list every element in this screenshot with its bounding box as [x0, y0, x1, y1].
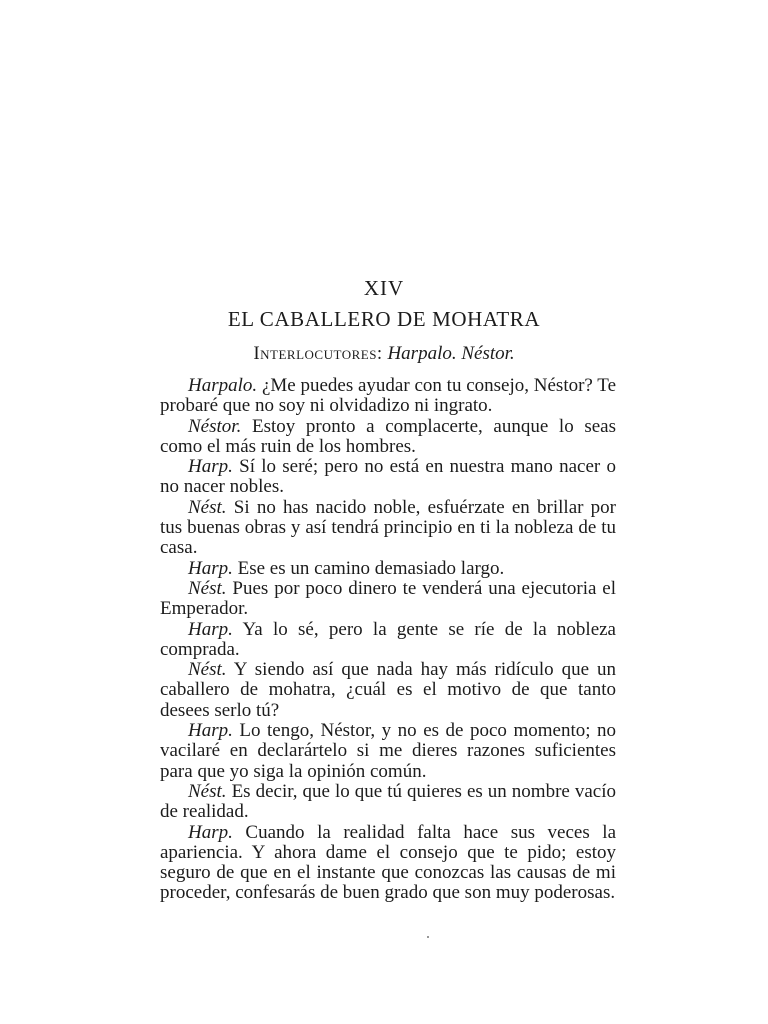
dialogue-paragraph [160, 498, 616, 559]
dialogue-body [160, 376, 616, 904]
speaker-name: Nést. [188, 659, 227, 681]
speaker-name: Harpalo. [188, 375, 258, 396]
dialogue-paragraph [160, 660, 616, 721]
dialogue-text: Es decir, que lo que tú quieres es un nombre vacío de realidad. [160, 780, 617, 823]
dialogue-text: Ese es un camino demasiado largo. [237, 557, 505, 579]
scan-speck [427, 936, 429, 938]
chapter-title: EL CABALLERO DE MOHATRA [227, 307, 541, 331]
dialogue-paragraph [160, 579, 616, 620]
dialogue-paragraph [160, 823, 616, 904]
speaker-name: Nést. [188, 496, 227, 518]
chapter-number: XIV [363, 276, 405, 300]
dialogue-text: ¿Me puedes ayudar con tu consejo, Néstor? Te probaré que no soy ni olvidadizo ni ingrato. [160, 375, 617, 417]
dialogue-text: Pues por poco dinero te venderá una ejecutoria el Emperador. [160, 577, 617, 620]
dialogue-text: Lo tengo, Néstor, y no es de poco momento; no vacilaré en declarártelo si me dieres razones suficientes para que yo siga la opinión común. [160, 720, 617, 782]
speaker-name: Néstor. [188, 415, 242, 437]
speaker-name: Harp. [188, 557, 233, 579]
speakers-line [0, 343, 768, 365]
dialogue-text: Estoy pronto a complacerte, aunque lo seas como el más ruin de los hombres. [160, 415, 616, 457]
dialogue-text: Cuando la realidad falta hace sus veces la apariencia. Y ahora dame el consejo que te pido; estoy seguro de que en el instante que conozcas las causas de mi proceder, confesarás de buen grado que son muy poderosas. [160, 821, 616, 904]
dialogue-paragraph [160, 376, 616, 417]
speakers-names: Harpalo. Néstor. [387, 343, 515, 364]
dialogue-paragraph [160, 559, 616, 579]
dialogue-paragraph [160, 417, 616, 458]
speaker-name: Nést. [188, 577, 227, 599]
speaker-name: Harp. [188, 821, 233, 843]
speaker-name: Harp. [188, 720, 233, 742]
dialogue-text: Y siendo así que nada hay más ridículo que un caballero de mohatra, ¿cuál es el motivo de que tanto desees serlo tú? [160, 659, 616, 721]
speakers-label: Interlocutores: [253, 343, 383, 364]
dialogue-text: Ya lo sé, pero la gente se ríe de la nobleza comprada. [160, 618, 616, 660]
dialogue-paragraph [160, 620, 616, 661]
dialogue-paragraph [160, 721, 616, 782]
speaker-name: Nést. [188, 780, 227, 802]
speaker-name: Harp. [188, 456, 233, 478]
speaker-name: Harp. [188, 618, 233, 640]
dialogue-text: Sí lo seré; pero no está en nuestra mano nacer o no nacer nobles. [160, 456, 616, 498]
dialogue-text: Si no has nacido noble, esfuérzate en brillar por tus buenas obras y así tendrá principio en ti la nobleza de tu casa. [160, 496, 616, 559]
dialogue-paragraph [160, 457, 616, 498]
dialogue-paragraph [160, 782, 616, 823]
